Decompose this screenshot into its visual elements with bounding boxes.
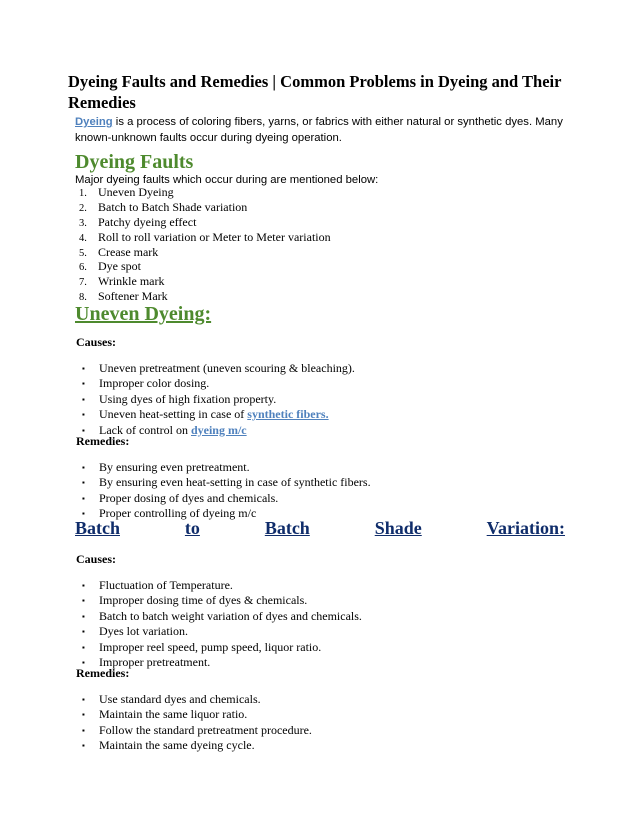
bullet-icon: ▪ bbox=[82, 410, 85, 420]
bullet-icon: ▪ bbox=[82, 493, 85, 503]
list-item-text: Wrinkle mark bbox=[98, 274, 165, 289]
list-item-text: Improper dosing time of dyes & chemicals. bbox=[99, 593, 308, 608]
heading-word: Shade bbox=[374, 518, 422, 538]
heading-word: Batch bbox=[75, 518, 120, 538]
list-item-text: Using dyes of high fixation property. bbox=[99, 391, 277, 406]
list-number: 1. bbox=[79, 188, 87, 199]
list-item-text: Proper controlling of dyeing m/c bbox=[99, 506, 257, 521]
list-item-text: Crease mark bbox=[98, 244, 159, 259]
dyeing-faults-heading: Dyeing Faults bbox=[75, 151, 194, 173]
bullet-icon: ▪ bbox=[82, 695, 85, 704]
list-item bbox=[82, 475, 371, 490]
bullet-icon: ▪ bbox=[82, 394, 85, 404]
list-item-text: Lack of control on bbox=[99, 422, 191, 437]
bullet-icon: ▪ bbox=[82, 478, 85, 488]
list-number: 4. bbox=[79, 232, 87, 244]
list-item-text: Roll to roll variation or Meter to Meter variation bbox=[98, 229, 331, 244]
dyeing-link[interactable]: Dyeing bbox=[75, 116, 113, 128]
faults-list bbox=[79, 185, 331, 304]
list-item-text: Fluctuation of Temperature. bbox=[99, 578, 233, 592]
list-item-text: Use standard dyes and chemicals. bbox=[99, 692, 261, 706]
bullet-icon: ▪ bbox=[82, 463, 85, 472]
list-item bbox=[82, 624, 362, 639]
list-number: 6. bbox=[79, 262, 87, 274]
list-item-text: Dye spot bbox=[98, 259, 141, 274]
uneven-causes-label: Causes: bbox=[76, 335, 117, 349]
bullet-icon: ▪ bbox=[82, 379, 85, 389]
uneven-remedies-list bbox=[82, 460, 371, 522]
bullet-icon: ▪ bbox=[82, 425, 85, 435]
list-item-text: Improper pretreatment. bbox=[99, 654, 211, 669]
heading-word: Variation: bbox=[486, 518, 565, 538]
list-item bbox=[82, 361, 355, 376]
bullet-icon: ▪ bbox=[82, 364, 85, 373]
uneven-dyeing-heading: Uneven Dyeing: bbox=[75, 303, 212, 325]
uneven-causes-list bbox=[82, 361, 355, 438]
list-item-text: Maintain the same liquor ratio. bbox=[99, 707, 248, 722]
list-item-text: Proper dosing of dyes and chemicals. bbox=[99, 490, 279, 505]
batch-causes-list bbox=[82, 578, 362, 670]
batch-remedies-label: Remedies: bbox=[76, 666, 130, 680]
list-item bbox=[82, 723, 312, 738]
list-item bbox=[79, 289, 331, 304]
bullet-icon: ▪ bbox=[82, 657, 85, 667]
list-item bbox=[82, 376, 355, 391]
list-item bbox=[79, 245, 331, 260]
list-item-text: Softener Mark bbox=[98, 289, 168, 304]
list-item bbox=[82, 491, 371, 506]
list-item bbox=[82, 738, 312, 753]
list-item-text: Improper color dosing. bbox=[99, 376, 210, 391]
bullet-icon: ▪ bbox=[82, 581, 85, 590]
dyeing-mc-link[interactable]: dyeing m/c bbox=[190, 422, 247, 437]
list-item bbox=[79, 274, 331, 289]
list-item-text: Dyes lot variation. bbox=[99, 624, 188, 639]
batch-shade-variation-heading bbox=[75, 518, 565, 540]
list-item-text: Uneven pretreatment (uneven scouring & bleaching). bbox=[99, 361, 355, 375]
list-item-text: By ensuring even pretreatment. bbox=[99, 460, 250, 474]
bullet-icon: ▪ bbox=[82, 725, 85, 735]
list-item bbox=[82, 392, 355, 407]
page-title: Dyeing Faults and Remedies | Common Problems in Dyeing and Their Remedies bbox=[68, 72, 562, 112]
list-number: 2. bbox=[79, 202, 87, 214]
list-item-text: Uneven Dyeing bbox=[98, 185, 174, 199]
list-item bbox=[82, 640, 362, 655]
list-item bbox=[82, 692, 312, 707]
list-item bbox=[82, 578, 362, 593]
heading-word: to bbox=[184, 518, 200, 538]
batch-remedies-list bbox=[82, 692, 312, 754]
heading-word: Batch bbox=[264, 518, 310, 538]
list-item bbox=[82, 593, 362, 608]
bullet-icon: ▪ bbox=[82, 596, 85, 606]
list-item-text: Patchy dyeing effect bbox=[98, 214, 197, 229]
list-item bbox=[79, 259, 331, 274]
list-item-text: Follow the standard pretreatment procedure. bbox=[99, 722, 312, 737]
bullet-icon: ▪ bbox=[82, 710, 85, 720]
list-item-text: Uneven heat-setting in case of bbox=[99, 407, 248, 422]
bullet-icon: ▪ bbox=[82, 741, 85, 751]
list-item bbox=[82, 460, 371, 475]
list-item bbox=[79, 215, 331, 230]
list-number: 5. bbox=[79, 247, 87, 259]
bullet-icon: ▪ bbox=[82, 509, 85, 519]
list-item bbox=[82, 609, 362, 624]
bullet-icon: ▪ bbox=[82, 642, 85, 652]
list-number: 3. bbox=[79, 217, 87, 229]
list-item-text: Batch to Batch Shade variation bbox=[98, 199, 248, 214]
bullet-icon: ▪ bbox=[82, 611, 85, 621]
uneven-remedies-label: Remedies: bbox=[76, 434, 130, 448]
synthetic-fibers-link[interactable]: synthetic fibers. bbox=[247, 407, 329, 422]
batch-causes-label: Causes: bbox=[76, 552, 117, 566]
list-item-text: Improper reel speed, pump speed, liquor ratio. bbox=[99, 639, 322, 654]
faults-list-intro: Major dyeing faults which occur during are mentioned below: bbox=[75, 174, 379, 186]
list-item bbox=[79, 185, 331, 200]
list-number: 7. bbox=[79, 277, 87, 289]
list-item-text: Maintain the same dyeing cycle. bbox=[99, 738, 255, 753]
list-item-text: Batch to batch weight variation of dyes and chemicals. bbox=[99, 608, 362, 623]
list-item bbox=[82, 407, 355, 422]
intro-text: is a process of coloring fibers, yarns, or fabrics with either natural or synthetic dyes. Many known-unknown faults occur during dyeing operation. bbox=[75, 116, 563, 144]
list-item bbox=[79, 230, 331, 245]
list-item bbox=[82, 707, 312, 722]
intro-paragraph bbox=[75, 114, 575, 146]
list-item bbox=[79, 200, 331, 215]
list-item-text: By ensuring even heat-setting in case of synthetic fibers. bbox=[99, 475, 371, 490]
bullet-icon: ▪ bbox=[82, 627, 85, 637]
list-number: 8. bbox=[79, 292, 87, 304]
